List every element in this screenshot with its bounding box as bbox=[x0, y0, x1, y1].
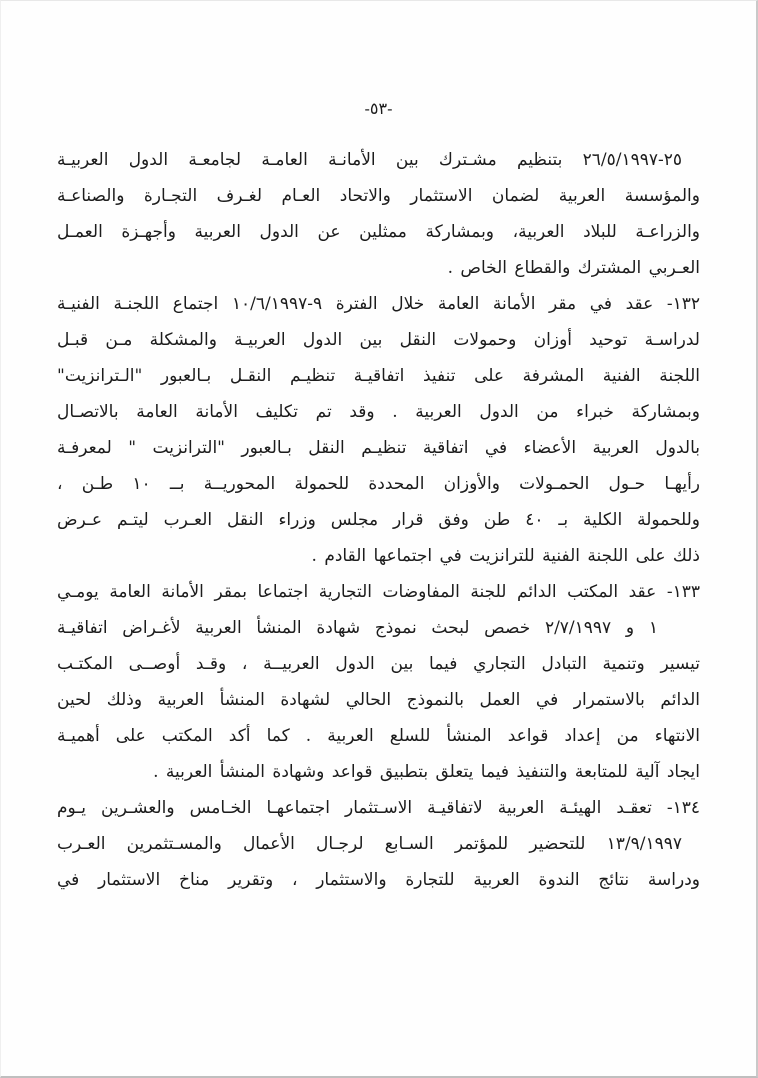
text-line: الانتهاء من إعداد قواعد المنشأ للسلع العربية . كما أكد المكتب على أهميـة bbox=[57, 726, 700, 746]
page-number: -٥٣- bbox=[364, 99, 393, 118]
text-line: ودراسة نتائج الندوة العربية للتجارة والاستثمار ، وتقرير مناخ الاستثمار في bbox=[57, 870, 700, 890]
text-line: ١٣٣- عقد المكتب الدائم للجنة المفاوضات التجارية اجتماعا بمقر الأمانة العامة يومـي bbox=[57, 582, 700, 602]
text-line: ايجاد آلية للمتابعة والتنفيذ فيما يتعلق بتطبيق قواعد وشهادة المنشأ العربية . bbox=[153, 762, 700, 782]
text-line: والمؤسسة العربية لضمان الاستثمار والاتحاد العـام لغـرف التجـارة والصناعـة bbox=[57, 186, 700, 206]
paragraph bbox=[57, 574, 700, 790]
paragraph bbox=[57, 142, 700, 286]
text-line: وبمشاركة خبراء من الدول العربية . وقد تم تكليف الأمانة العامة بالاتصـال bbox=[57, 402, 700, 422]
paragraph bbox=[57, 790, 700, 898]
text-line: ذلك على اللجنة الفنية للترانزيت في اجتماعها القادم . bbox=[311, 546, 700, 566]
text-line: لدراسـة توحيد أوزان وحمولات النقل بين الدول العربيـة والمشكلة مـن قبـل bbox=[57, 330, 700, 350]
document-body bbox=[57, 142, 700, 898]
text-line: وللحمولة الكلية بـ ٤٠ طن وفق قرار مجلس وزراء النقل العـرب ليتـم عـرض bbox=[57, 510, 700, 530]
text-line: ٢٥-٢٦/٥/١٩٩٧ بتنظيم مشـترك بين الأمانـة العامـة لجامعـة الدول العربيـة bbox=[57, 150, 682, 170]
text-line: بالدول العربية الأعضاء في اتفاقية تنظيـم النقل بـالعبور "الترانزيت " لمعرفـة bbox=[57, 438, 700, 458]
text-line: اللجنة الفنية المشرفة على تنفيذ اتفاقيـة تنظيـم النقـل بـالعبور "الـترانزيت" bbox=[57, 366, 700, 386]
text-line: تيسير وتنمية التبادل التجاري فيما بين الدول العربيــة ، وقـد أوصــى المكتـب bbox=[57, 654, 700, 674]
text-line: ١ و ٢/٧/١٩٩٧ خصص لبحث نموذج شهادة المنشأ العربية لأغـراض اتفاقيـة bbox=[57, 618, 658, 638]
text-line: والزراعـة للبلاد العربية، وبمشاركة ممثلين عن الدول العربية وأجهـزة العمـل bbox=[57, 222, 700, 242]
text-line: ١٣/٩/١٩٩٧ للتحضير للمؤتمر السـابع لرجـال الأعمال والمسـتثمرين العـرب bbox=[57, 834, 682, 854]
text-line: ١٣٤- تعقـد الهيئـة العربية لاتفاقيـة الاسـتثمار اجتماعهـا الخـامس والعشـرين يـوم bbox=[57, 798, 700, 818]
text-line: ١٣٢- عقد في مقر الأمانة العامة خلال الفترة ٩-١٠/٦/١٩٩٧ اجتماع اللجنـة الفنيـة bbox=[57, 294, 701, 314]
text-line: الدائم بالاستمرار في العمل بالنموذج الحالي لشهادة المنشأ العربية وذلك لحين bbox=[57, 690, 700, 710]
text-line: رأيهـا حـول الحمـولات والأوزان المحددة للحمولة المحوريــة بــ ١٠ طـن ، bbox=[57, 474, 700, 494]
text-line: العـربي المشترك والقطاع الخاص . bbox=[447, 258, 700, 278]
paragraph bbox=[57, 286, 700, 574]
